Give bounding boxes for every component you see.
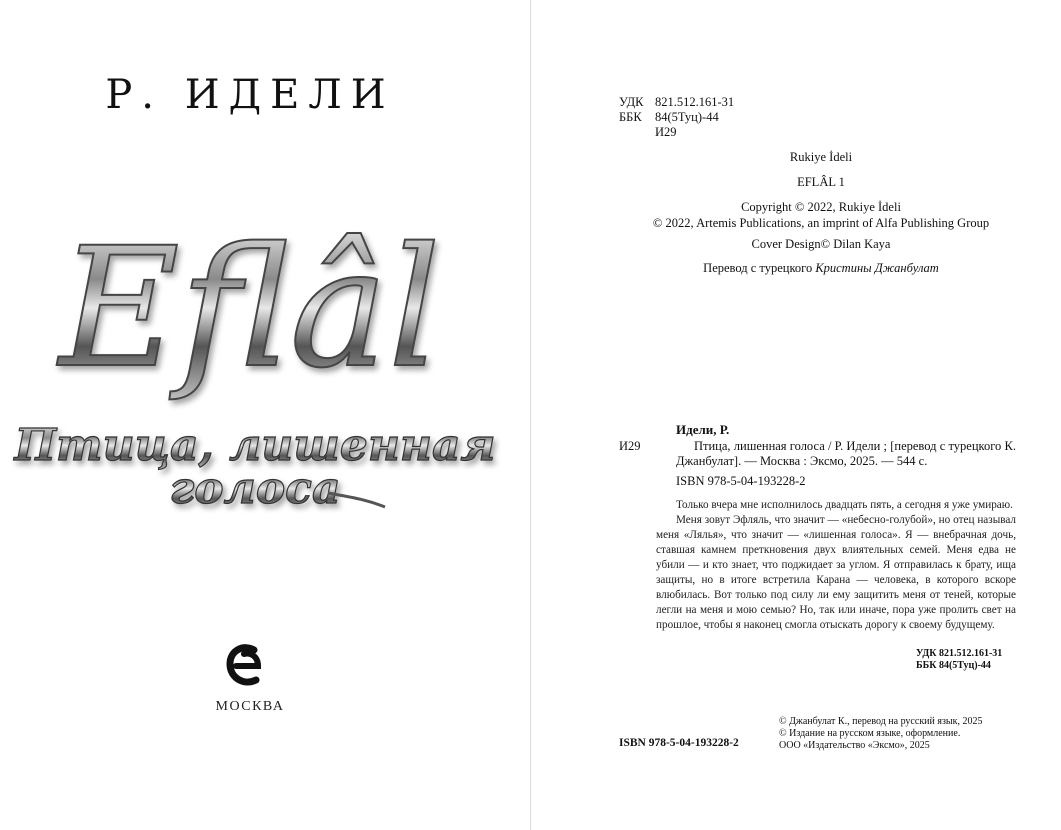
subtitle-line-1: Птица, лишенная	[14, 420, 496, 471]
udk-label: УДК	[619, 95, 644, 109]
title-artwork	[14, 185, 496, 525]
cover-design: Cover Design© Dilan Kaya	[751, 237, 891, 251]
title-script: Eflâl	[59, 212, 441, 404]
russian-copyright	[779, 716, 983, 752]
bbk-value: 84(5Туц)-44	[655, 110, 719, 124]
copy-ru-line-3: ООО «Издательство «Эксмо», 2025	[779, 740, 930, 751]
bib-code: И29	[619, 439, 641, 453]
imprint-page	[531, 0, 1061, 830]
eksmo-logo-icon	[224, 642, 268, 692]
original-author: Rukiye İdeli	[789, 150, 853, 164]
classification-codes	[619, 95, 734, 140]
translator-name: Кристины Джанбулат	[815, 261, 939, 275]
translation-credit	[591, 261, 1051, 276]
book-author: Р. ИДЕЛИ	[105, 72, 395, 118]
codes-right	[916, 648, 1002, 672]
bib-description: Птица, лишенная голоса / Р. Идели ; [перевод с турецкого К. Джанбулат]. — Москва : Эксмо, 2025. — 544 с.	[676, 439, 1016, 468]
udk-value: 821.512.161-31	[655, 95, 735, 109]
annotation-paragraph-1: Только вчера мне исполнилось двадцать пять, а сегодня я уже умираю.	[676, 499, 1013, 511]
title-page	[0, 0, 530, 830]
codes-udk: УДК 821.512.161-31	[916, 648, 1003, 659]
bib-author: Идели, Р.	[676, 422, 730, 437]
original-title: EFLÂL 1	[797, 175, 845, 189]
annotation-paragraph-2: Меня зовут Эфляль, что значит — «небесно-голубой», но отец называл меня «Лялья», что значит — «лишенная голоса». Я — внебрачная дочь, ставшая камнем преткновения двух влиятельных семей. Меня едва не убили — и кто знает, что поджидает за углом. Я отправилась к брату, ища защиты, но в итоге встретила Карана — человека, в которого вскоре влюбилась. Вот только под силу ли ему защитить меня от теней, которые легли на меня и мою семью? Но, так или иначе, пора уже пролить свет на прошлое, чтобы я наконец смогла отыскать дорогу к своему будущему.	[656, 514, 1016, 631]
isbn: ISBN 978-5-04-193228-2	[676, 474, 806, 488]
annotation	[656, 498, 1016, 633]
codes-bbk: ББК 84(5Туц)-44	[916, 660, 991, 671]
copyright-block	[591, 199, 1051, 231]
author-code: И29	[655, 125, 677, 139]
subtitle-line-2: голоса	[169, 463, 341, 514]
copy-ru-line-1: © Джанбулат К., перевод на русский язык, 2025	[779, 716, 983, 727]
copy-ru-line-2: © Издание на русском языке, оформление.	[779, 728, 961, 739]
bbk-label: ББК	[619, 110, 642, 124]
isbn-bottom: ISBN 978-5-04-193228-2	[619, 737, 739, 749]
copyright-line-2: © 2022, Artemis Publications, an imprint of Alfa Publishing Group	[652, 216, 990, 230]
publisher-city: МОСКВА	[215, 699, 285, 714]
translation-prefix: Перевод с турецкого	[703, 261, 813, 275]
copyright-line-1: Copyright © 2022, Rukiye İdeli	[741, 200, 901, 214]
